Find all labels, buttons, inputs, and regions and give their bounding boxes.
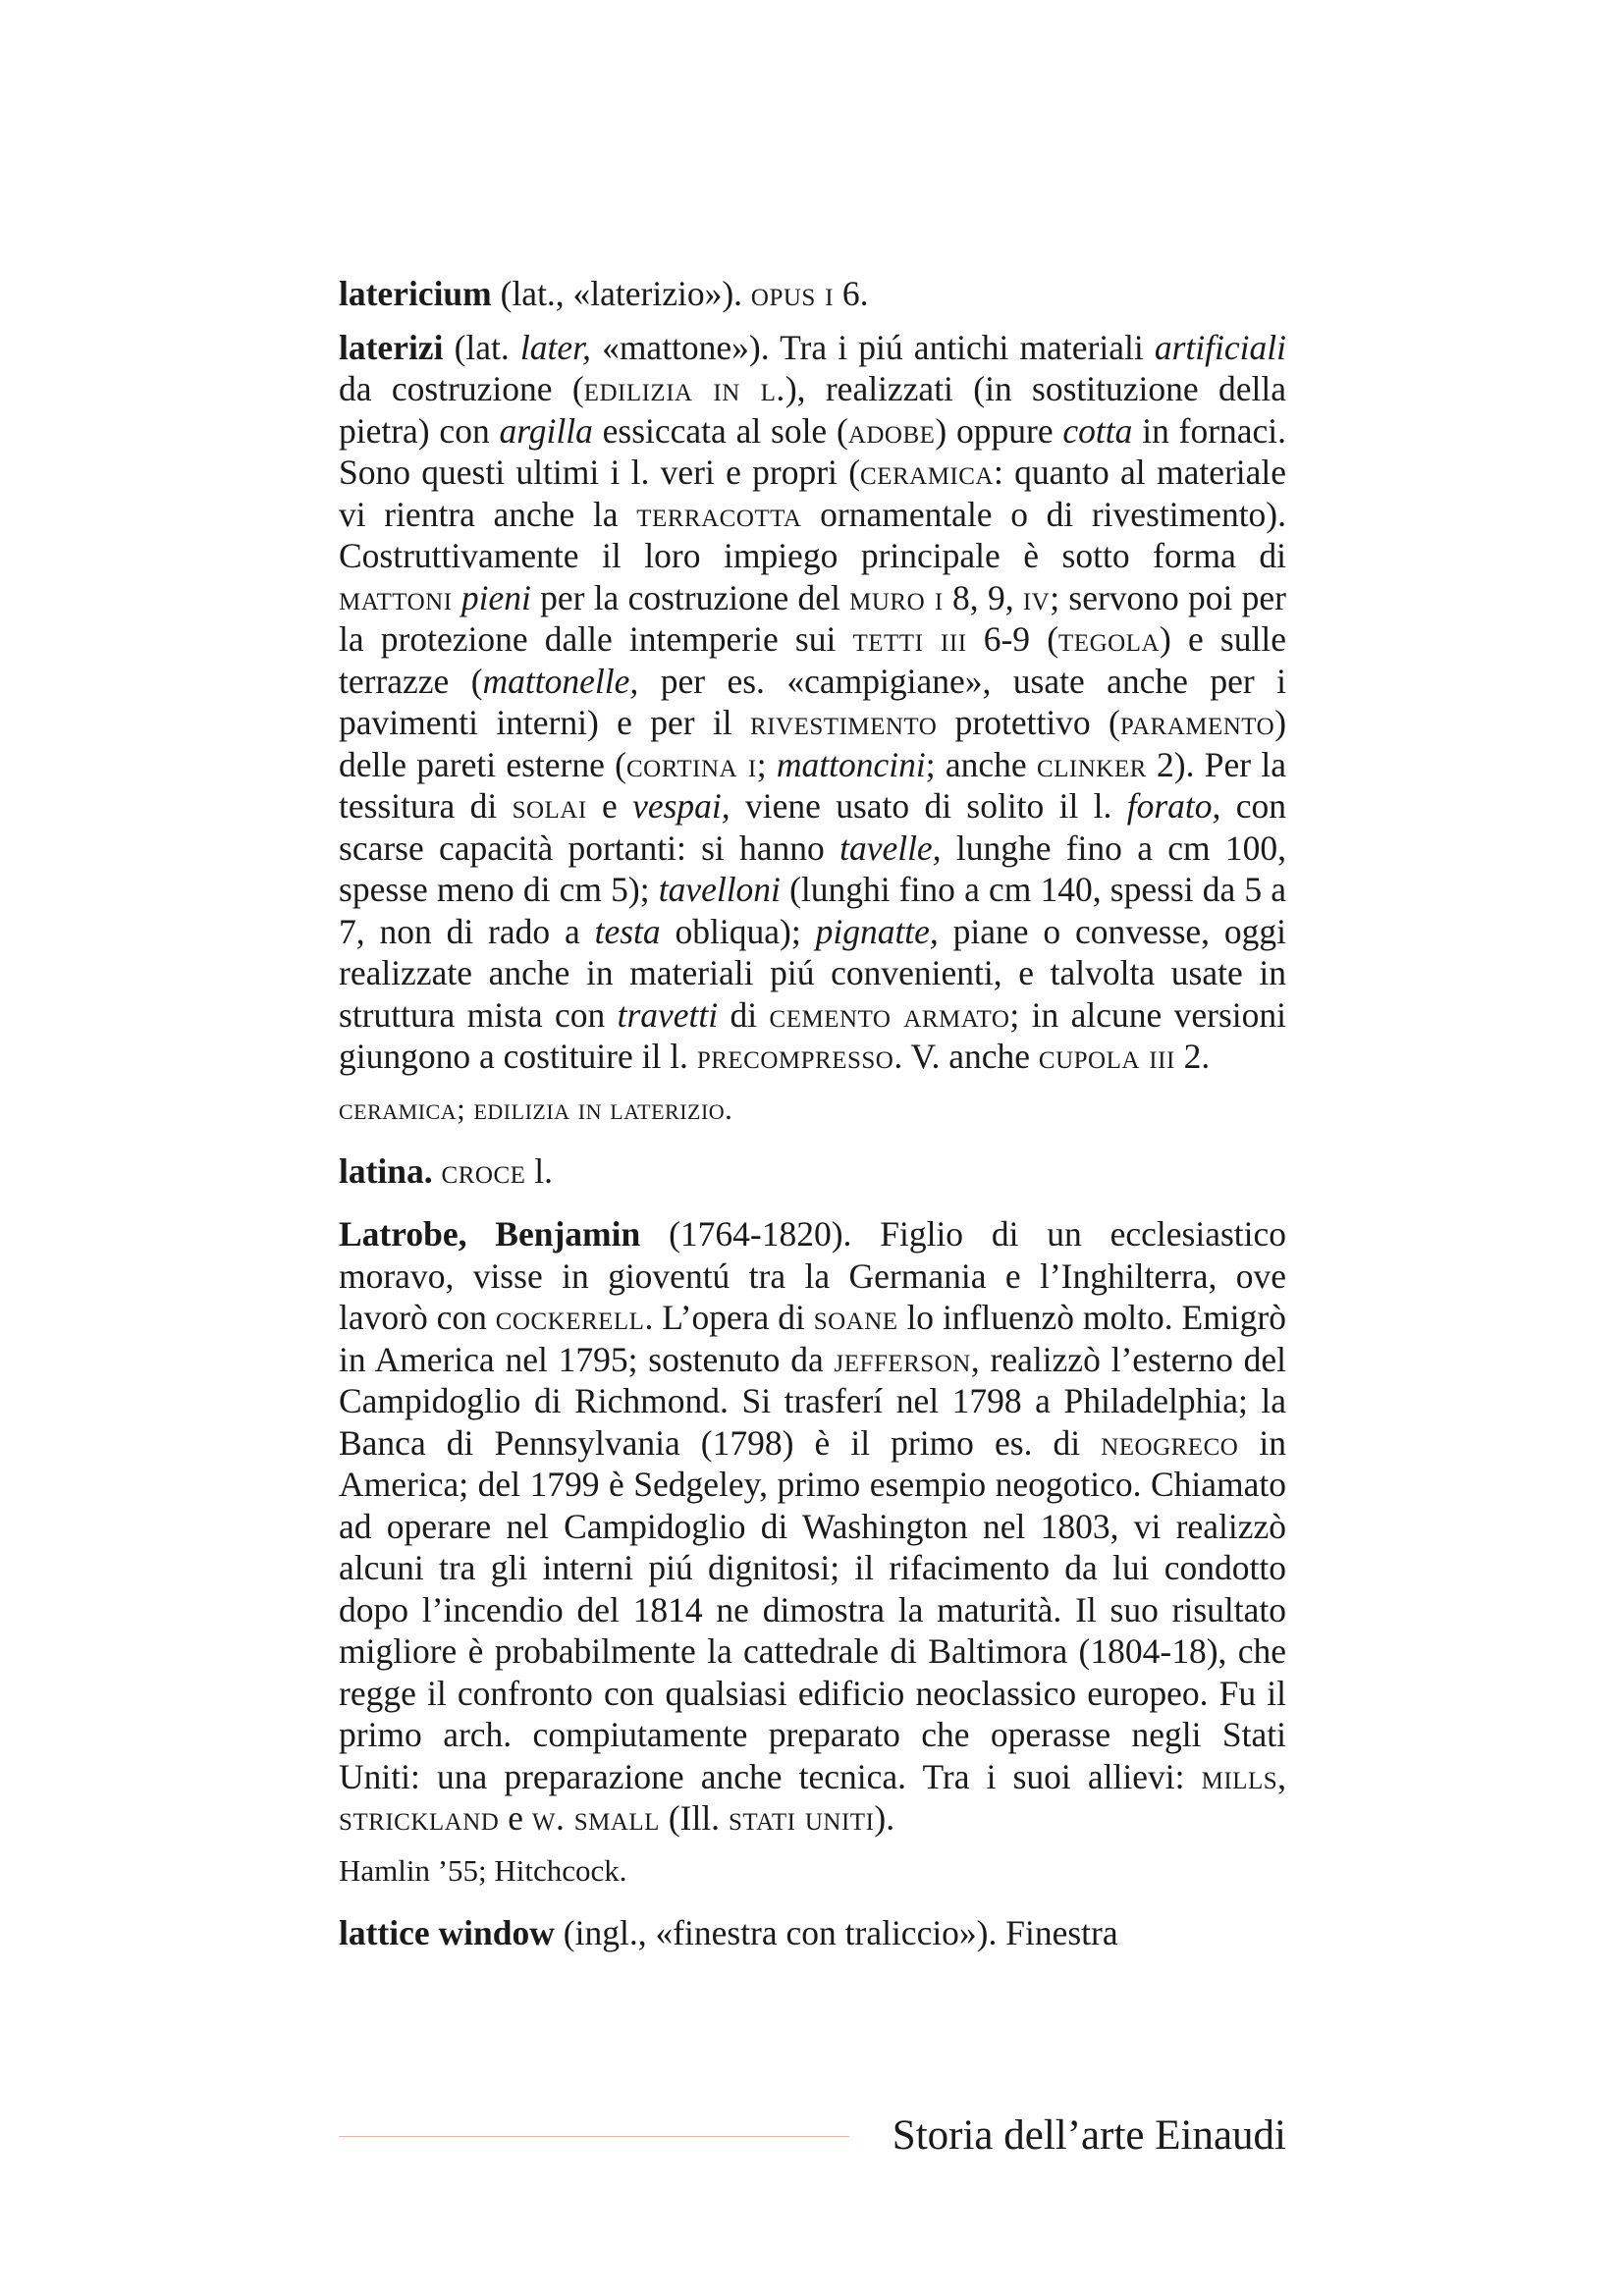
entry-text: 6. bbox=[834, 274, 869, 313]
italic-term: testa bbox=[594, 911, 661, 951]
cross-reference: mattoni bbox=[339, 577, 453, 617]
entry-text: per es. «campigiane», usate anche per i pavimenti interni) e per il bbox=[339, 661, 1286, 742]
headword-lattice-window: lattice window bbox=[339, 1912, 555, 1952]
entry-text: . L’opera di bbox=[644, 1298, 814, 1337]
entry-lattice-window bbox=[339, 1912, 1286, 1954]
footer-publisher: Storia dell’arte Einaudi bbox=[892, 2112, 1286, 2159]
entry-text: ) delle pareti esterne ( bbox=[339, 703, 1287, 784]
entry-text: (Ill. bbox=[659, 1798, 729, 1838]
italic-term: tavelloni bbox=[658, 870, 781, 909]
italic-term: cotta bbox=[1062, 410, 1133, 451]
entry-text bbox=[433, 1151, 442, 1191]
entry-text: ; bbox=[756, 744, 777, 784]
entry-text: essiccata al sole ( bbox=[592, 410, 848, 451]
cross-reference: w. small bbox=[531, 1798, 660, 1838]
entry-text: con scarse capacità portanti: si hanno bbox=[339, 786, 1286, 868]
cross-reference: solai bbox=[512, 786, 587, 826]
italic-term: mattoncini bbox=[776, 744, 926, 784]
cross-reference: adobe bbox=[847, 410, 936, 451]
italic-term: pignatte, bbox=[815, 911, 939, 951]
cross-reference: jefferson bbox=[834, 1339, 971, 1379]
entry-text: di bbox=[718, 994, 770, 1035]
cross-reference: clinker bbox=[1036, 744, 1147, 784]
entry-latericium bbox=[339, 273, 1286, 315]
entry-text: 6-9 ( bbox=[966, 619, 1059, 659]
entry-text: l. bbox=[525, 1150, 554, 1191]
entry-laterizi bbox=[339, 327, 1286, 1078]
entry-text: 2. bbox=[1174, 1037, 1211, 1076]
cross-reference: opus i bbox=[750, 274, 835, 313]
entry-text: per la costruzione del bbox=[530, 577, 850, 617]
cross-reference: mills bbox=[1201, 1756, 1278, 1796]
entry-text: , bbox=[1277, 1756, 1286, 1796]
italic-term: travetti bbox=[617, 994, 719, 1035]
see-also-laterizi: ceramica; edilizia in laterizio. bbox=[339, 1091, 733, 1126]
entry-text: lo influenzò molto. Emigrò in America nel 1795; sostenuto da bbox=[339, 1298, 1286, 1379]
entry-text: (lunghi fino a cm 140, spessi da 5 a 7, non di rado a bbox=[339, 870, 1286, 951]
entry-text: ornamentale o di rivestimento). Costruttivamente il loro impiego principale è sotto forma di bbox=[339, 494, 1287, 575]
footer-rule bbox=[339, 2136, 849, 2137]
italic-term: pieni bbox=[460, 577, 531, 617]
cross-reference: edilizia in l. bbox=[583, 369, 785, 408]
cross-reference: soane bbox=[813, 1298, 898, 1337]
cross-reference: paramento bbox=[1119, 703, 1275, 742]
entry-text: 8, 9, bbox=[943, 577, 1023, 617]
cross-reference: precompresso bbox=[696, 1037, 894, 1076]
cross-reference: rivestimento bbox=[750, 703, 938, 742]
entry-text: ; anche bbox=[925, 744, 1037, 784]
cross-reference: muro i bbox=[849, 577, 944, 617]
entry-text: ; servono poi per la protezione dalle intemperie sui bbox=[339, 577, 1287, 659]
cross-reference: cortina i bbox=[626, 744, 757, 784]
entry-text: , realizzò l’esterno del Campidoglio di Richmond. Si trasferí nel 1798 a Philadelphia; la Banca di Pennsylvania (1798) è il primo es. di bbox=[339, 1339, 1286, 1463]
headword-latina: latina. bbox=[339, 1150, 433, 1191]
cross-reference: strickland bbox=[339, 1798, 500, 1838]
italic-term: later, bbox=[519, 327, 591, 367]
entry-text: in America; del 1799 è Sedgeley, primo esempio neogotico. Chiamato ad operare nel Campidoglio di Washington nel 1803, vi realizzò alcuni tra gli interni piú dignitosi; il rifacimento da lui condotto dopo l’incendio del 1814 ne dimostra la maturità. Il suo risultato migliore è probabilmente la cattedrale di Baltimora (1804-18), che regge il confronto con qualsiasi edificio neoclassico europeo. Fu il primo arch. compiutamente preparato che operasse negli Stati Uniti: una preparazione anche tecnica. Tra i suoi allievi: bbox=[339, 1422, 1286, 1796]
cross-reference: tegola bbox=[1058, 619, 1161, 659]
cross-reference: terracotta bbox=[636, 494, 802, 534]
dictionary-page-body bbox=[339, 273, 1286, 1965]
cross-reference: cemento armato bbox=[769, 994, 1010, 1035]
entry-text: in fornaci. Sono questi ultimi i l. veri e propri ( bbox=[339, 410, 1287, 492]
entry-text: (lat., «laterizio»). bbox=[491, 274, 751, 313]
entry-text: ), realizzati (in sostituzione della pietra) con bbox=[339, 369, 1286, 451]
entry-latrobe bbox=[339, 1213, 1286, 1840]
entry-text: piane o convesse, oggi realizzate anche in materiali piú convenienti, e talvolta usate in struttura mista con bbox=[339, 911, 1287, 1035]
entry-text: obliqua); bbox=[660, 911, 816, 951]
cross-reference: ceramica bbox=[860, 453, 994, 492]
italic-term: artificiali bbox=[1154, 327, 1286, 367]
entry-latina bbox=[339, 1150, 1286, 1193]
italic-term: argilla bbox=[499, 410, 593, 451]
italic-term: mattonelle, bbox=[482, 661, 639, 701]
entry-text: (ingl., «finestra con traliccio»). Finestra bbox=[554, 1912, 1118, 1952]
entry-text: ; in alcune versioni giungono a costituire il l. bbox=[339, 994, 1286, 1076]
cross-reference: tetti iii bbox=[852, 619, 967, 659]
cross-reference: croce bbox=[441, 1150, 526, 1191]
italic-term: forato, bbox=[1126, 786, 1221, 826]
cross-reference: cupola iii bbox=[1038, 1037, 1175, 1076]
entry-text: e bbox=[499, 1798, 532, 1838]
entry-text: «mattone»). Tra i piú antichi materiali bbox=[590, 327, 1155, 367]
entry-text: : quanto al materiale vi rientra anche la bbox=[339, 453, 1287, 534]
headword-laterizi: laterizi bbox=[339, 327, 444, 367]
italic-term: vespai, bbox=[632, 786, 730, 826]
entry-text: 2). Per la tessitura di bbox=[339, 744, 1286, 826]
entry-text: ) e sulle terrazze ( bbox=[339, 619, 1286, 701]
entry-text: e bbox=[586, 786, 633, 826]
entry-text: (1764-1820). Figlio di un ecclesiastico moravo, visse in gioventú tra la Germania e l’Inghilterra, ove lavorò con bbox=[339, 1214, 1286, 1337]
cross-reference: neogreco bbox=[1101, 1422, 1239, 1463]
headword-latrobe: Latrobe, Benjamin bbox=[339, 1214, 641, 1254]
bibliography-latrobe: Hamlin ’55; Hitchcock. bbox=[339, 1852, 627, 1888]
entry-text: da costruzione ( bbox=[339, 369, 584, 408]
cross-reference: stati uniti bbox=[728, 1798, 875, 1838]
entry-text: . V. anche bbox=[893, 1037, 1039, 1076]
entry-text: protettivo ( bbox=[937, 703, 1120, 742]
entry-text bbox=[453, 578, 461, 617]
entry-text: ) oppure bbox=[935, 410, 1063, 451]
entry-text: ). bbox=[874, 1798, 895, 1838]
cross-reference: cockerell bbox=[495, 1298, 645, 1337]
entry-text: viene usato di solito il l. bbox=[730, 786, 1127, 826]
italic-term: tavelle, bbox=[839, 828, 942, 868]
entry-text: lunghe fino a cm 100, spesse meno di cm 5); bbox=[339, 828, 1286, 909]
entry-text: (lat. bbox=[443, 327, 520, 367]
cross-reference: iv bbox=[1022, 577, 1051, 617]
headword-latericium: latericium bbox=[339, 274, 492, 313]
